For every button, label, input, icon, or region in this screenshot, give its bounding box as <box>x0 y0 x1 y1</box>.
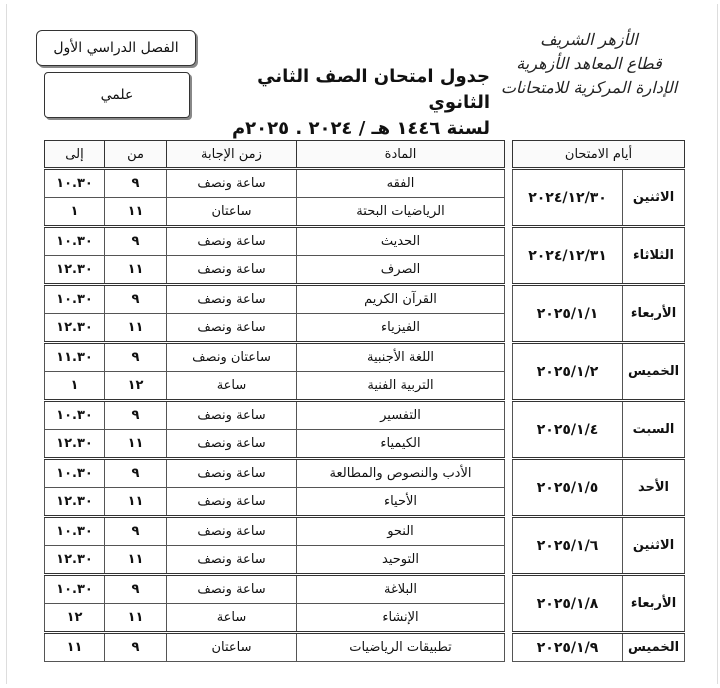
term-label: الفصل الدراسي الأول <box>36 30 196 66</box>
schedule-body <box>45 169 685 662</box>
header-from: من <box>105 141 167 169</box>
column-gap <box>505 517 513 575</box>
exam-end-time: ١٠.٣٠ <box>45 459 105 488</box>
exam-date: ٢٠٢٥/١/٤ <box>513 401 623 459</box>
header-to: إلى <box>45 141 105 169</box>
table-row <box>45 517 685 546</box>
exam-end-time: ١٠.٣٠ <box>45 575 105 604</box>
column-gap <box>505 575 513 633</box>
section-label: علمي <box>44 72 190 118</box>
table-row <box>45 575 685 604</box>
exam-duration: ساعة ونصف <box>167 430 297 459</box>
title-line-1: جدول امتحان الصف الثاني الثانوي <box>257 66 490 113</box>
exam-start-time: ١١ <box>105 604 167 633</box>
table-row <box>45 285 685 314</box>
exam-subject: الفيزياء <box>297 314 505 343</box>
exam-subject: الصرف <box>297 256 505 285</box>
exam-start-time: ١١ <box>105 546 167 575</box>
exam-duration: ساعة ونصف <box>167 256 297 285</box>
exam-start-time: ٩ <box>105 401 167 430</box>
exam-day: الاثنين <box>623 517 685 575</box>
exam-subject: الفقه <box>297 169 505 198</box>
exam-start-time: ٩ <box>105 227 167 256</box>
exam-start-time: ٩ <box>105 575 167 604</box>
exam-duration: ساعة ونصف <box>167 546 297 575</box>
exam-start-time: ٩ <box>105 169 167 198</box>
exam-duration: ساعة <box>167 372 297 401</box>
header-duration: زمن الإجابة <box>167 141 297 169</box>
exam-duration: ساعة ونصف <box>167 169 297 198</box>
exam-subject: التوحيد <box>297 546 505 575</box>
exam-end-time: ١٠.٣٠ <box>45 517 105 546</box>
column-gap <box>505 401 513 459</box>
table-row <box>45 343 685 372</box>
column-gap <box>505 633 513 662</box>
exam-end-time: ١٢.٣٠ <box>45 546 105 575</box>
exam-subject: الحديث <box>297 227 505 256</box>
exam-subject: اللغة الأجنبية <box>297 343 505 372</box>
column-gap <box>505 285 513 343</box>
exam-end-time: ١٢.٣٠ <box>45 256 105 285</box>
exam-date: ٢٠٢٤/١٢/٣١ <box>513 227 623 285</box>
exam-duration: ساعتان ونصف <box>167 343 297 372</box>
exam-end-time: ١٠.٣٠ <box>45 401 105 430</box>
exam-start-time: ٩ <box>105 285 167 314</box>
exam-date: ٢٠٢٥/١/٦ <box>513 517 623 575</box>
exam-day: الأربعاء <box>623 575 685 633</box>
exam-subject: النحو <box>297 517 505 546</box>
exam-day: الخميس <box>623 633 685 662</box>
exam-end-time: ١١.٣٠ <box>45 343 105 372</box>
exam-subject: الأحياء <box>297 488 505 517</box>
exam-start-time: ١١ <box>105 314 167 343</box>
exam-duration: ساعتان <box>167 633 297 662</box>
exam-subject: الأدب والنصوص والمطالعة <box>297 459 505 488</box>
exam-end-time: ١ <box>45 198 105 227</box>
exam-date: ٢٠٢٥/١/٩ <box>513 633 623 662</box>
exam-duration: ساعة ونصف <box>167 488 297 517</box>
exam-end-time: ١٠.٣٠ <box>45 285 105 314</box>
exam-day: الاثنين <box>623 169 685 227</box>
exam-day: السبت <box>623 401 685 459</box>
table-row <box>45 401 685 430</box>
exam-date: ٢٠٢٥/١/٢ <box>513 343 623 401</box>
header-subject: المادة <box>297 141 505 169</box>
page-title <box>200 64 490 142</box>
exam-end-time: ١٢.٣٠ <box>45 488 105 517</box>
table-row <box>45 633 685 662</box>
exam-duration: ساعة ونصف <box>167 314 297 343</box>
exam-duration: ساعة ونصف <box>167 575 297 604</box>
exam-end-time: ١١ <box>45 633 105 662</box>
exam-end-time: ١٠.٣٠ <box>45 169 105 198</box>
header-days: أيام الامتحان <box>513 141 685 169</box>
exam-date: ٢٠٢٤/١٢/٣٠ <box>513 169 623 227</box>
table-row <box>45 227 685 256</box>
exam-date: ٢٠٢٥/١/٥ <box>513 459 623 517</box>
logo-line-1: الأزهر الشريف <box>540 30 638 49</box>
logo-line-2: قطاع المعاهد الأزهرية <box>516 54 662 73</box>
header-gap <box>505 141 513 169</box>
exam-end-time: ١٢.٣٠ <box>45 430 105 459</box>
exam-subject: الرياضيات البحتة <box>297 198 505 227</box>
exam-subject: تطبيقات الرياضيات <box>297 633 505 662</box>
logo-line-3: الإدارة المركزية للامتحانات <box>500 78 678 97</box>
exam-day: الأربعاء <box>623 285 685 343</box>
exam-end-time: ١ <box>45 372 105 401</box>
exam-subject: الكيمياء <box>297 430 505 459</box>
exam-start-time: ١٢ <box>105 372 167 401</box>
exam-date: ٢٠٢٥/١/١ <box>513 285 623 343</box>
column-gap <box>505 459 513 517</box>
exam-duration: ساعة ونصف <box>167 227 297 256</box>
exam-duration: ساعة <box>167 604 297 633</box>
exam-start-time: ٩ <box>105 343 167 372</box>
exam-end-time: ١٢.٣٠ <box>45 314 105 343</box>
table-row <box>45 169 685 198</box>
exam-start-time: ٩ <box>105 517 167 546</box>
table-header-row <box>45 141 685 169</box>
exam-subject: الإنشاء <box>297 604 505 633</box>
exam-day: الأحد <box>623 459 685 517</box>
column-gap <box>505 227 513 285</box>
exam-end-time: ١٠.٣٠ <box>45 227 105 256</box>
exam-duration: ساعة ونصف <box>167 285 297 314</box>
azhar-logo-text <box>494 28 684 100</box>
exam-start-time: ١١ <box>105 256 167 285</box>
exam-duration: ساعة ونصف <box>167 459 297 488</box>
exam-start-time: ١١ <box>105 198 167 227</box>
exam-date: ٢٠٢٥/١/٨ <box>513 575 623 633</box>
exam-duration: ساعة ونصف <box>167 517 297 546</box>
exam-schedule-table <box>44 140 685 662</box>
title-line-2: لسنة ١٤٤٦ هـ / ٢٠٢٤ . ٢٠٢٥م <box>231 118 490 139</box>
exam-start-time: ١١ <box>105 430 167 459</box>
exam-subject: البلاغة <box>297 575 505 604</box>
exam-start-time: ٩ <box>105 459 167 488</box>
exam-start-time: ٩ <box>105 633 167 662</box>
exam-subject: التربية الفنية <box>297 372 505 401</box>
exam-duration: ساعتان <box>167 198 297 227</box>
exam-start-time: ١١ <box>105 488 167 517</box>
table-row <box>45 459 685 488</box>
column-gap <box>505 169 513 227</box>
exam-day: الخميس <box>623 343 685 401</box>
exam-subject: القرآن الكريم <box>297 285 505 314</box>
exam-day: الثلاثاء <box>623 227 685 285</box>
exam-duration: ساعة ونصف <box>167 401 297 430</box>
exam-subject: التفسير <box>297 401 505 430</box>
column-gap <box>505 343 513 401</box>
exam-end-time: ١٢ <box>45 604 105 633</box>
